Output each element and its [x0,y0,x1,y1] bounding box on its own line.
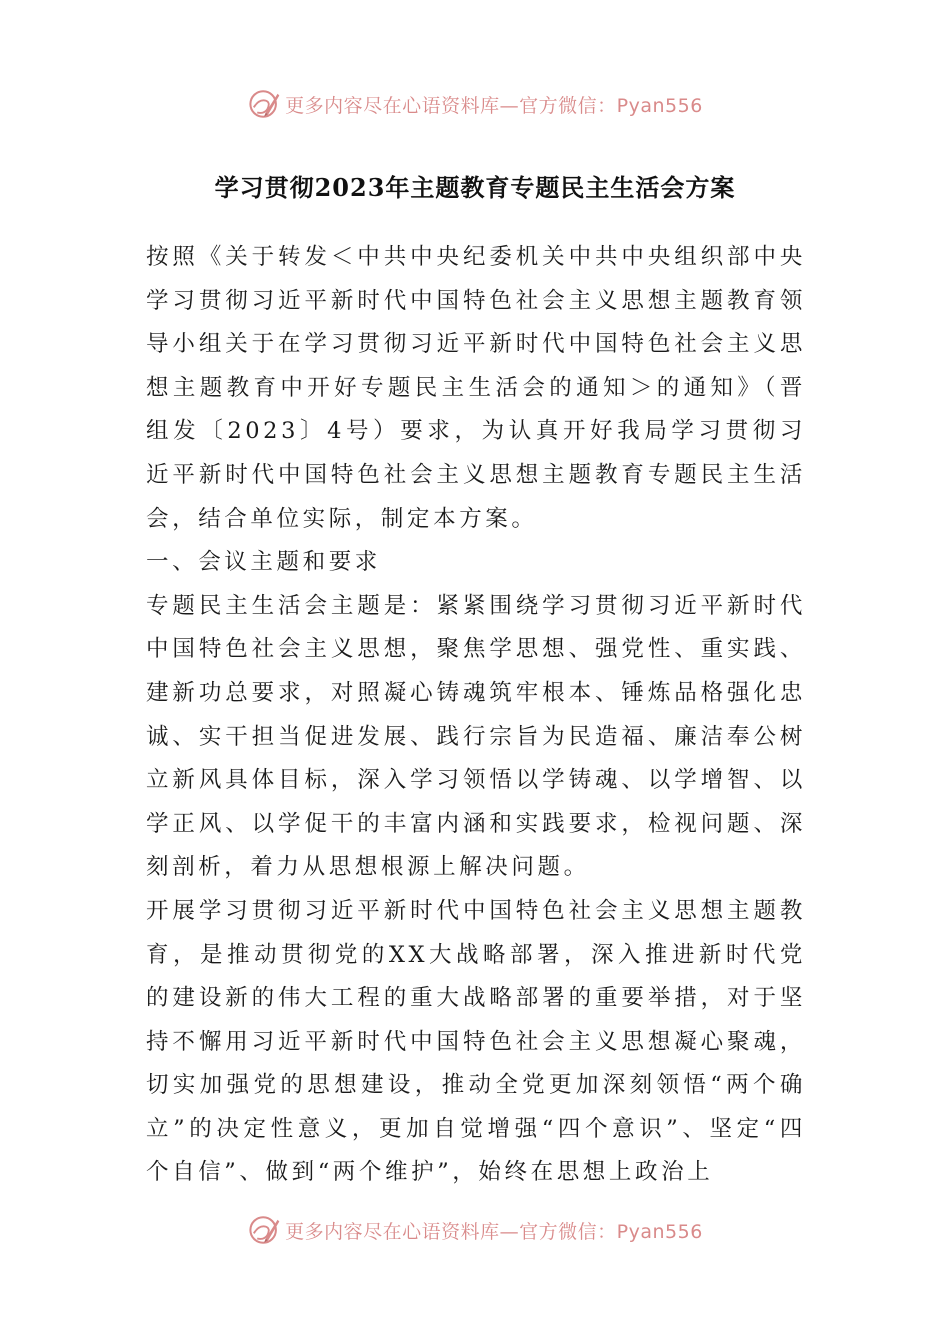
pen-logo-icon [247,87,281,121]
paragraph-theme: 专题民主生活会主题是：紧紧围绕学习贯彻习近平新时代中国特色社会主义思想，聚焦学思想、强党性、重实践、建新功总要求，对照凝心铸魂筑牢根本、锤炼品格强化忠诚、实干担当促进发展、践行宗旨为民造福、廉洁奉公树立新风具体目标，深入学习领悟以学铸魂、以学增智、以学正风、以学促干的丰富内涵和实践要求，检视问题、深刻剖析，着力从思想根源上解决问题。 [146,592,806,881]
section-heading-1: 一、会议主题和要求 [146,549,381,576]
footer-watermark [0,1210,950,1250]
document-title: 学习贯彻2023年主题教育专题民主生活会方案 [214,173,736,202]
watermark-wechat-id: Pyan556 [616,1220,703,1243]
watermark-text: 更多内容尽在心语资料库—官方微信：Pyan556 [285,94,703,117]
pen-logo-icon [247,1213,281,1247]
watermark-wechat-id: Pyan556 [616,94,703,117]
header-watermark [0,84,950,124]
watermark-text: 更多内容尽在心语资料库—官方微信：Pyan556 [285,1220,703,1243]
document-body [146,236,806,1195]
paragraph-intro: 按照《关于转发＜中共中央纪委机关中共中央组织部中央学习贯彻习近平新时代中国特色社会主义思想主题教育领导小组关于在学习贯彻习近平新时代中国特色社会主义思想主题教育中开好专题民主生活会的通知＞的通知》（晋组发〔2023〕4号）要求，为认真开好我局学习贯彻习近平新时代中国特色社会主义思想主题教育专题民主生活会，结合单位实际，制定本方案。 [146,244,806,532]
paragraph-significance: 开展学习贯彻习近平新时代中国特色社会主义思想主题教育，是推动贯彻党的XX大战略部署，深入推进新时代党的建设新的伟大工程的重大战略部署的重要举措，对于坚持不懈用习近平新时代中国特色社会主义思想凝心聚魂，切实加强党的思想建设，推动全党更加深刻领悟“两个确立”的决定性意义，更加自觉增强“四个意识”、坚定“四个自信”、做到“两个维护”，始终在思想上政治上 [146,897,806,1186]
